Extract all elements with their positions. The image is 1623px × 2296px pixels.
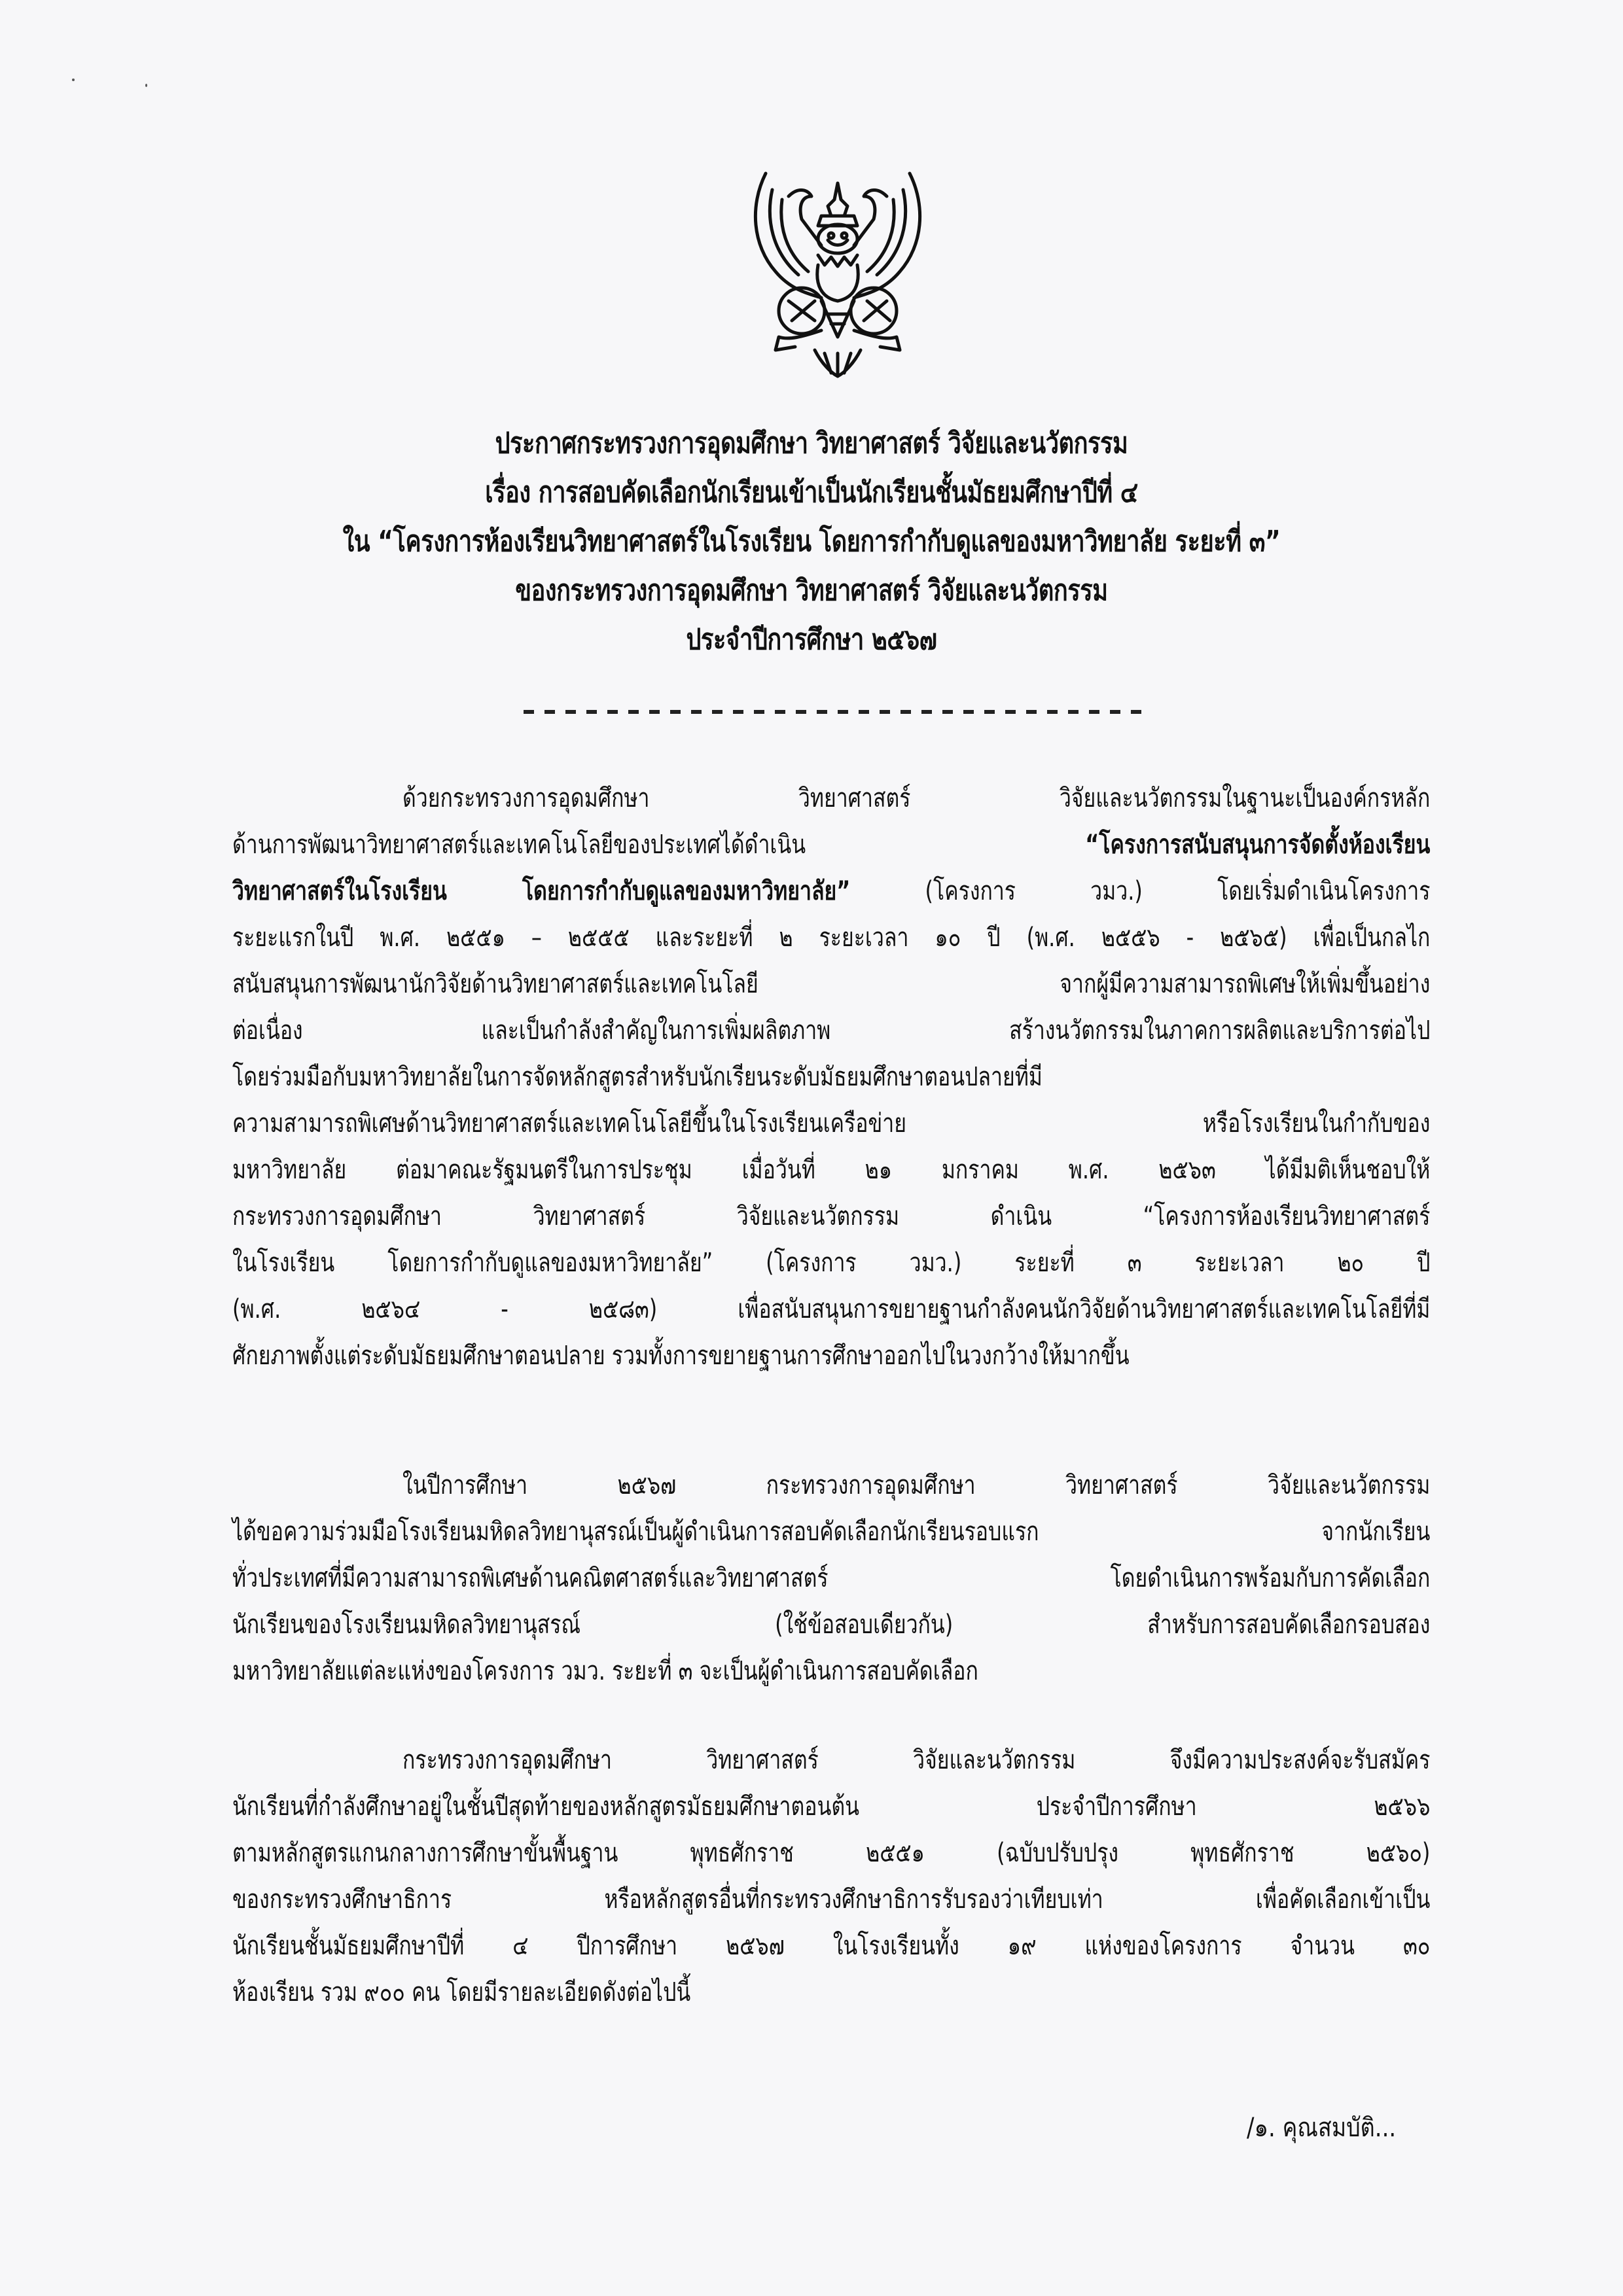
paragraph-line: ต่อเนื่อง และเป็นกำลังสำคัญในการเพิ่มผลิตภาพ สร้างนวัตกรรมในภาคการผลิตและบริการต่อไป <box>232 1016 1431 1046</box>
paragraph-line: นักเรียนที่กำลังศึกษาอยู่ในชั้นปีสุดท้ายของหลักสูตรมัธยมศึกษาตอนต้น ประจำปีการศึกษา ๒๕๖๖ <box>232 1792 1431 1822</box>
announcement-header <box>196 419 1427 664</box>
paragraph-line: ความสามารถพิเศษด้านวิทยาศาสตร์และเทคโนโลยีขึ้นในโรงเรียนเครือข่าย หรือโรงเรียนในกำกับของ <box>232 1108 1431 1139</box>
paragraph-line: โดยร่วมมือกับมหาวิทยาลัยในการจัดหลักสูตรสำหรับนักเรียนระดับมัธยมศึกษาตอนปลายที่มี <box>232 1062 1043 1092</box>
paragraph-line: กระทรวงการอุดมศึกษา วิทยาศาสตร์ วิจัยและนวัตกรรม จึงมีความประสงค์จะรับสมัคร <box>402 1745 1431 1775</box>
paragraph-admission <box>232 1737 1430 2016</box>
paragraph-line: กระทรวงการอุดมศึกษา วิทยาศาสตร์ วิจัยและนวัตกรรม ดำเนิน “โครงการห้องเรียนวิทยาศาสตร์ <box>232 1201 1431 1231</box>
line-text: ด้านการพัฒนาวิทยาศาสตร์และเทคโนโลยีของประเทศได้ดำเนิน <box>232 830 806 860</box>
header-ministry: ของกระทรวงการอุดมศึกษา วิทยาศาสตร์ วิจัยและนวัตกรรม <box>515 574 1108 607</box>
header-title: ประกาศกระทรวงการอุดมศึกษา วิทยาศาสตร์ วิจัยและนวัตกรรม <box>495 427 1128 460</box>
paragraph-line: นักเรียนชั้นมัธยมศึกษาปีที่ ๔ ปีการศึกษา ๒๕๖๗ ในโรงเรียนทั้ง ๑๙ แห่งของโครงการ จำนวน ๓๐ <box>232 1931 1431 1961</box>
paragraph-line: ของกระทรวงศึกษาธิการ หรือหลักสูตรอื่นที่กระทรวงศึกษาธิการรับรองว่าเทียบเท่า เพื่อคัดเลือกเข้าเป็น <box>232 1884 1431 1915</box>
project-name-bold: “โครงการสนับสนุนการจัดตั้งห้องเรียน <box>1085 830 1431 860</box>
paragraph-line: ห้องเรียน รวม ๙๐๐ คน โดยมีรายละเอียดดังต่อไปนี้ <box>232 1977 691 2007</box>
paragraph-line: ในโรงเรียน โดยการกำกับดูแลของมหาวิทยาลัย” (โครงการ วมว.) ระยะที่ ๓ ระยะเวลา ๒๐ ปี <box>232 1248 1431 1278</box>
paragraph-background <box>232 775 1430 1379</box>
paragraph-line: ด้วยกระทรวงการอุดมศึกษา วิทยาศาสตร์ วิจัยและนวัตกรรมในฐานะเป็นองค์กรหลัก <box>402 783 1431 813</box>
paragraph-line <box>232 868 1430 915</box>
paragraph-line <box>232 822 1430 868</box>
paragraph-line: ระยะแรกในปี พ.ศ. ๒๕๕๑ – ๒๕๕๕ และระยะที่ ๒ ระยะเวลา ๑๐ ปี (พ.ศ. ๒๕๕๖ - ๒๕๖๕) เพื่อเป็นกลไก <box>232 923 1431 953</box>
header-subject: เรื่อง การสอบคัดเลือกนักเรียนเข้าเป็นนักเรียนชั้นมัธยมศึกษาปีที่ ๔ <box>485 476 1138 509</box>
scan-speck <box>72 79 75 81</box>
scan-speck <box>145 84 147 87</box>
paragraph-line: ศักยภาพตั้งแต่ระดับมัธยมศึกษาตอนปลาย รวมทั้งการขยายฐานการศึกษาออกไปในวงกว้างให้มากขึ้น <box>232 1341 1130 1371</box>
paragraph-line: มหาวิทยาลัยแต่ละแห่งของโครงการ วมว. ระยะที่ ๓ จะเป็นผู้ดำเนินการสอบคัดเลือก <box>232 1656 978 1686</box>
dashed-separator <box>524 710 1142 714</box>
garuda-emblem-icon <box>736 160 939 380</box>
paragraph-line: ได้ขอความร่วมมือโรงเรียนมหิดลวิทยานุสรณ์เป็นผู้ดำเนินการสอบคัดเลือกนักเรียนรอบแรก จากนักเรียน <box>232 1517 1431 1547</box>
paragraph-line: ตามหลักสูตรแกนกลางการศึกษาขั้นพื้นฐาน พุทธศักราช ๒๕๕๑ (ฉบับปรับปรุง พุทธศักราช ๒๕๖๐) <box>232 1838 1431 1868</box>
paragraph-line: ทั่วประเทศที่มีความสามารถพิเศษด้านคณิตศาสตร์และวิทยาศาสตร์ โดยดำเนินการพร้อมกับการคัดเลือก <box>232 1563 1431 1593</box>
paragraph-selection-process <box>232 1462 1430 1695</box>
paragraph-line: นักเรียนของโรงเรียนมหิดลวิทยานุสรณ์ (ใช้ข้อสอบเดียวกัน) สำหรับการสอบคัดเลือกรอบสอง <box>232 1610 1431 1640</box>
line-text: (โครงการ วมว.) โดยเริ่มดำเนินโครงการ <box>850 876 1431 906</box>
header-project: ใน “โครงการห้องเรียนวิทยาศาสตร์ในโรงเรียน โดยการกำกับดูแลของมหาวิทยาลัย ระยะที่ ๓” <box>342 525 1281 558</box>
header-year: ประจำปีการศึกษา ๒๕๖๗ <box>686 623 937 656</box>
paragraph-line: (พ.ศ. ๒๕๖๔ - ๒๕๘๓) เพื่อสนับสนุนการขยายฐานกำลังคนนักวิจัยด้านวิทยาศาสตร์และเทคโนโลยีที่มี <box>232 1294 1431 1324</box>
paragraph-line: ในปีการศึกษา ๒๕๖๗ กระทรวงการอุดมศึกษา วิทยาศาสตร์ วิจัยและนวัตกรรม <box>402 1470 1431 1500</box>
paragraph-line: มหาวิทยาลัย ต่อมาคณะรัฐมนตรีในการประชุม เมื่อวันที่ ๒๑ มกราคม พ.ศ. ๒๕๖๓ ได้มีมติเห็นชอบให้ <box>232 1155 1431 1185</box>
paragraph-line: สนับสนุนการพัฒนานักวิจัยด้านวิทยาศาสตร์และเทคโนโลยี จากผู้มีความสามารถพิเศษให้เพิ่มขึ้นอย่าง <box>232 969 1431 999</box>
continuation-marker: /๑. คุณสมบัติ... <box>1247 2113 1397 2143</box>
project-name-bold: วิทยาศาสตร์ในโรงเรียน โดยการกำกับดูแลของมหาวิทยาลัย” <box>232 876 851 906</box>
